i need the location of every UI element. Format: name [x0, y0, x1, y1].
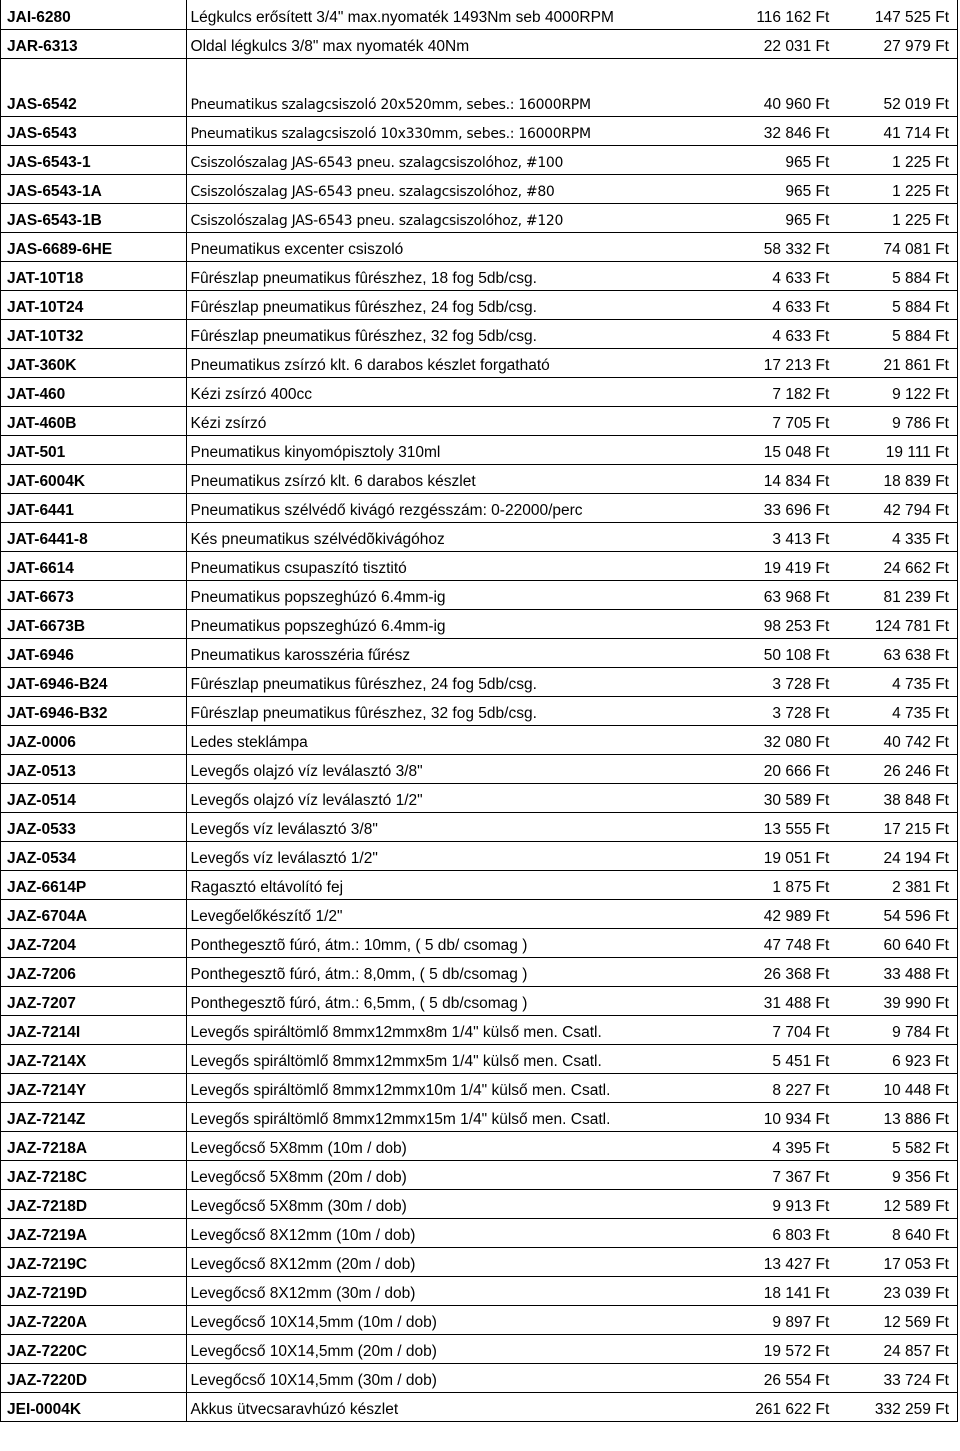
product-code-cell: JAZ-7207: [1, 986, 187, 1015]
net-price-cell: 965 Ft: [697, 145, 833, 174]
description-cell: Fûrészlap pneumatikus fûrészhez, 24 fog 5db/csg.: [186, 667, 697, 696]
description-cell: Pneumatikus popszeghúzó 6.4mm-ig: [186, 580, 697, 609]
gross-price-cell: 5 884 Ft: [833, 261, 957, 290]
table-row: [1, 1160, 958, 1189]
table-row: [1, 667, 958, 696]
product-code-cell: JAZ-6614P: [1, 870, 187, 899]
description-cell: Pneumatikus karosszéria fűrész: [186, 638, 697, 667]
product-code-cell: JAI-6280: [1, 0, 187, 29]
gross-price-cell: 74 081 Ft: [833, 232, 957, 261]
description-cell: Levegős olajzó víz leválasztó 3/8": [186, 754, 697, 783]
gross-price-cell: 17 215 Ft: [833, 812, 957, 841]
table-row: [1, 1131, 958, 1160]
table-row: [1, 696, 958, 725]
gross-price-cell: 26 246 Ft: [833, 754, 957, 783]
description-cell: Fûrészlap pneumatikus fûrészhez, 18 fog 5db/csg.: [186, 261, 697, 290]
product-code-cell: JAZ-0514: [1, 783, 187, 812]
table-row: [1, 870, 958, 899]
description-cell: Levegőcső 10X14,5mm (10m / dob): [186, 1305, 697, 1334]
product-code-cell: JAZ-7220C: [1, 1334, 187, 1363]
gross-price-cell: 5 884 Ft: [833, 319, 957, 348]
product-code-cell: JAS-6543-1A: [1, 174, 187, 203]
gross-price-cell: 6 923 Ft: [833, 1044, 957, 1073]
table-row: [1, 1189, 958, 1218]
gross-price-cell: 147 525 Ft: [833, 0, 957, 29]
product-code-cell: JAR-6313: [1, 29, 187, 58]
net-price-cell: 4 395 Ft: [697, 1131, 833, 1160]
net-price-cell: 13 427 Ft: [697, 1247, 833, 1276]
description-cell: Levegőcső 5X8mm (10m / dob): [186, 1131, 697, 1160]
gross-price-cell: 81 239 Ft: [833, 580, 957, 609]
gross-price-cell: 63 638 Ft: [833, 638, 957, 667]
price-list-rows: [1, 0, 958, 1421]
net-price-cell: 261 622 Ft: [697, 1392, 833, 1421]
product-code-cell: JAT-10T18: [1, 261, 187, 290]
table-row: [1, 145, 958, 174]
description-cell: Levegős spiráltömlő 8mmx12mmx5m 1/4" külső men. Csatl.: [186, 1044, 697, 1073]
net-price-cell: 965 Ft: [697, 203, 833, 232]
table-row: [1, 522, 958, 551]
product-code-cell: JAT-6673B: [1, 609, 187, 638]
net-price-cell: 15 048 Ft: [697, 435, 833, 464]
description-cell: Kézi zsírzó: [186, 406, 697, 435]
net-price-cell: 3 413 Ft: [697, 522, 833, 551]
table-row: [1, 1276, 958, 1305]
gross-price-cell: 1 225 Ft: [833, 203, 957, 232]
table-row: [1, 29, 958, 58]
net-price-cell: 30 589 Ft: [697, 783, 833, 812]
product-code-cell: JAZ-0534: [1, 841, 187, 870]
table-row: [1, 783, 958, 812]
gross-price-cell: 27 979 Ft: [833, 29, 957, 58]
description-cell: Csiszolószalag JAS-6543 pneu. szalagcsiszolóhoz, #100: [186, 145, 697, 174]
description-cell: Akkus ütvecsaravhúzó készlet: [186, 1392, 697, 1421]
description-cell: Levegős víz leválasztó 1/2": [186, 841, 697, 870]
description-cell: Ledes steklámpa: [186, 725, 697, 754]
gross-price-cell: 33 488 Ft: [833, 957, 957, 986]
product-code-cell: JAZ-7219D: [1, 1276, 187, 1305]
gross-price-cell: 1 225 Ft: [833, 174, 957, 203]
description-cell: Fûrészlap pneumatikus fûrészhez, 32 fog 5db/csg.: [186, 319, 697, 348]
product-code-cell: JAS-6689-6HE: [1, 232, 187, 261]
table-row: [1, 116, 958, 145]
description-cell: Ponthegesztõ fúró, átm.: 8,0mm, ( 5 db/csomag ): [186, 957, 697, 986]
description-cell: Pneumatikus popszeghúzó 6.4mm-ig: [186, 609, 697, 638]
table-row: [1, 1334, 958, 1363]
net-price-cell: 26 368 Ft: [697, 957, 833, 986]
product-code-cell: JAZ-7220A: [1, 1305, 187, 1334]
table-row: [1, 841, 958, 870]
net-price-cell: 4 633 Ft: [697, 261, 833, 290]
net-price-cell: 5 451 Ft: [697, 1044, 833, 1073]
table-row: [1, 899, 958, 928]
product-code-cell: JAT-6614: [1, 551, 187, 580]
net-price-cell: 116 162 Ft: [697, 0, 833, 29]
table-row: [1, 1102, 958, 1131]
table-row: [1, 1305, 958, 1334]
net-price-cell: 14 834 Ft: [697, 464, 833, 493]
gross-price-cell: 52 019 Ft: [833, 58, 957, 116]
gross-price-cell: 42 794 Ft: [833, 493, 957, 522]
gross-price-cell: 17 053 Ft: [833, 1247, 957, 1276]
gross-price-cell: 54 596 Ft: [833, 899, 957, 928]
table-row: [1, 435, 958, 464]
gross-price-cell: 12 589 Ft: [833, 1189, 957, 1218]
table-row: [1, 1247, 958, 1276]
description-cell: Levegőcső 8X12mm (10m / dob): [186, 1218, 697, 1247]
gross-price-cell: 10 448 Ft: [833, 1073, 957, 1102]
table-row: [1, 1218, 958, 1247]
table-row: [1, 580, 958, 609]
description-cell: Csiszolószalag JAS-6543 pneu. szalagcsiszolóhoz, #80: [186, 174, 697, 203]
table-row: [1, 58, 958, 116]
gross-price-cell: 23 039 Ft: [833, 1276, 957, 1305]
description-cell: Ponthegesztõ fúró, átm.: 10mm, ( 5 db/ csomag ): [186, 928, 697, 957]
product-code-cell: JAT-10T32: [1, 319, 187, 348]
table-row: [1, 754, 958, 783]
product-code-cell: JAZ-7219C: [1, 1247, 187, 1276]
gross-price-cell: 1 225 Ft: [833, 145, 957, 174]
net-price-cell: 18 141 Ft: [697, 1276, 833, 1305]
net-price-cell: 17 213 Ft: [697, 348, 833, 377]
table-row: [1, 638, 958, 667]
net-price-cell: 965 Ft: [697, 174, 833, 203]
product-code-cell: JAT-10T24: [1, 290, 187, 319]
gross-price-cell: 33 724 Ft: [833, 1363, 957, 1392]
net-price-cell: 6 803 Ft: [697, 1218, 833, 1247]
gross-price-cell: 12 569 Ft: [833, 1305, 957, 1334]
product-code-cell: JAT-6946-B32: [1, 696, 187, 725]
description-cell: Pneumatikus szalagcsiszoló 20x520mm, sebes.: 16000RPM: [186, 58, 697, 116]
description-cell: Pneumatikus szélvédő kivágó rezgésszám: 0-22000/perc: [186, 493, 697, 522]
net-price-cell: 40 960 Ft: [697, 58, 833, 116]
table-row: [1, 377, 958, 406]
table-row: [1, 174, 958, 203]
description-cell: Levegős víz leválasztó 3/8": [186, 812, 697, 841]
gross-price-cell: 13 886 Ft: [833, 1102, 957, 1131]
description-cell: Levegőcső 5X8mm (20m / dob): [186, 1160, 697, 1189]
gross-price-cell: 24 662 Ft: [833, 551, 957, 580]
net-price-cell: 20 666 Ft: [697, 754, 833, 783]
product-code-cell: JAZ-7206: [1, 957, 187, 986]
net-price-cell: 33 696 Ft: [697, 493, 833, 522]
gross-price-cell: 332 259 Ft: [833, 1392, 957, 1421]
description-cell: Kézi zsírzó 400cc: [186, 377, 697, 406]
product-code-cell: JAT-460: [1, 377, 187, 406]
net-price-cell: 50 108 Ft: [697, 638, 833, 667]
product-code-cell: JAT-460B: [1, 406, 187, 435]
product-code-cell: JAT-6441: [1, 493, 187, 522]
gross-price-cell: 5 582 Ft: [833, 1131, 957, 1160]
table-row: [1, 1363, 958, 1392]
description-cell: Fûrészlap pneumatikus fûrészhez, 32 fog 5db/csg.: [186, 696, 697, 725]
table-row: [1, 812, 958, 841]
gross-price-cell: 4 735 Ft: [833, 696, 957, 725]
table-row: [1, 232, 958, 261]
net-price-cell: 7 705 Ft: [697, 406, 833, 435]
net-price-cell: 3 728 Ft: [697, 667, 833, 696]
gross-price-cell: 9 784 Ft: [833, 1015, 957, 1044]
net-price-cell: 7 704 Ft: [697, 1015, 833, 1044]
product-code-cell: JAZ-7214I: [1, 1015, 187, 1044]
net-price-cell: 26 554 Ft: [697, 1363, 833, 1392]
product-code-cell: JAZ-0513: [1, 754, 187, 783]
net-price-cell: 19 051 Ft: [697, 841, 833, 870]
net-price-cell: 42 989 Ft: [697, 899, 833, 928]
gross-price-cell: 18 839 Ft: [833, 464, 957, 493]
description-cell: Pneumatikus zsírzó klt. 6 darabos készlet: [186, 464, 697, 493]
gross-price-cell: 24 194 Ft: [833, 841, 957, 870]
description-cell: Fûrészlap pneumatikus fûrészhez, 24 fog 5db/csg.: [186, 290, 697, 319]
product-code-cell: JAZ-7218C: [1, 1160, 187, 1189]
table-row: [1, 1015, 958, 1044]
description-cell: Ragasztó eltávolító fej: [186, 870, 697, 899]
product-code-cell: JAZ-7219A: [1, 1218, 187, 1247]
description-cell: Pneumatikus szalagcsiszoló 10x330mm, sebes.: 16000RPM: [186, 116, 697, 145]
description-cell: Levegőelőkészítő 1/2": [186, 899, 697, 928]
gross-price-cell: 4 335 Ft: [833, 522, 957, 551]
gross-price-cell: 41 714 Ft: [833, 116, 957, 145]
description-cell: Levegős spiráltömlő 8mmx12mmx8m 1/4" külső men. Csatl.: [186, 1015, 697, 1044]
description-cell: Levegős spiráltömlő 8mmx12mmx10m 1/4" külső men. Csatl.: [186, 1073, 697, 1102]
gross-price-cell: 124 781 Ft: [833, 609, 957, 638]
net-price-cell: 3 728 Ft: [697, 696, 833, 725]
net-price-cell: 4 633 Ft: [697, 319, 833, 348]
product-code-cell: JAZ-7214Y: [1, 1073, 187, 1102]
net-price-cell: 1 875 Ft: [697, 870, 833, 899]
description-cell: Ponthegesztõ fúró, átm.: 6,5mm, ( 5 db/csomag ): [186, 986, 697, 1015]
gross-price-cell: 39 990 Ft: [833, 986, 957, 1015]
table-row: [1, 290, 958, 319]
description-cell: Levegőcső 10X14,5mm (30m / dob): [186, 1363, 697, 1392]
net-price-cell: 10 934 Ft: [697, 1102, 833, 1131]
product-code-cell: JAT-6946-B24: [1, 667, 187, 696]
description-cell: Pneumatikus csupaszító tisztitó: [186, 551, 697, 580]
table-row: [1, 1044, 958, 1073]
description-cell: Levegőcső 8X12mm (30m / dob): [186, 1276, 697, 1305]
table-row: [1, 1073, 958, 1102]
net-price-cell: 32 846 Ft: [697, 116, 833, 145]
gross-price-cell: 8 640 Ft: [833, 1218, 957, 1247]
table-row: [1, 986, 958, 1015]
product-code-cell: JAT-6004K: [1, 464, 187, 493]
net-price-cell: 31 488 Ft: [697, 986, 833, 1015]
product-code-cell: JAS-6543: [1, 116, 187, 145]
net-price-cell: 4 633 Ft: [697, 290, 833, 319]
gross-price-cell: 9 122 Ft: [833, 377, 957, 406]
net-price-cell: 19 419 Ft: [697, 551, 833, 580]
net-price-cell: 98 253 Ft: [697, 609, 833, 638]
net-price-cell: 9 897 Ft: [697, 1305, 833, 1334]
description-cell: Levegős spiráltömlő 8mmx12mmx15m 1/4" külső men. Csatl.: [186, 1102, 697, 1131]
gross-price-cell: 5 884 Ft: [833, 290, 957, 319]
gross-price-cell: 2 381 Ft: [833, 870, 957, 899]
gross-price-cell: 9 786 Ft: [833, 406, 957, 435]
product-code-cell: JAS-6542: [1, 58, 187, 116]
net-price-cell: 19 572 Ft: [697, 1334, 833, 1363]
description-cell: Kés pneumatikus szélvédõkivágóhoz: [186, 522, 697, 551]
product-code-cell: JEI-0004K: [1, 1392, 187, 1421]
description-cell: Pneumatikus kinyomópisztoly 310ml: [186, 435, 697, 464]
description-cell: Oldal légkulcs 3/8" max nyomaték 40Nm: [186, 29, 697, 58]
description-cell: Levegős olajzó víz leválasztó 1/2": [186, 783, 697, 812]
description-cell: Pneumatikus zsírzó klt. 6 darabos készlet forgatható: [186, 348, 697, 377]
product-code-cell: JAZ-7214Z: [1, 1102, 187, 1131]
table-row: [1, 348, 958, 377]
product-code-cell: JAZ-0533: [1, 812, 187, 841]
net-price-cell: 8 227 Ft: [697, 1073, 833, 1102]
table-row: [1, 1392, 958, 1421]
gross-price-cell: 19 111 Ft: [833, 435, 957, 464]
description-cell: Levegőcső 8X12mm (20m / dob): [186, 1247, 697, 1276]
table-row: [1, 493, 958, 522]
table-row: [1, 261, 958, 290]
net-price-cell: 22 031 Ft: [697, 29, 833, 58]
net-price-cell: 32 080 Ft: [697, 725, 833, 754]
table-row: [1, 0, 958, 29]
product-code-cell: JAS-6543-1B: [1, 203, 187, 232]
table-row: [1, 957, 958, 986]
net-price-cell: 47 748 Ft: [697, 928, 833, 957]
description-cell: Levegőcső 10X14,5mm (20m / dob): [186, 1334, 697, 1363]
product-code-cell: JAZ-7204: [1, 928, 187, 957]
gross-price-cell: 21 861 Ft: [833, 348, 957, 377]
table-row: [1, 203, 958, 232]
product-code-cell: JAT-6673: [1, 580, 187, 609]
gross-price-cell: 60 640 Ft: [833, 928, 957, 957]
product-code-cell: JAZ-7214X: [1, 1044, 187, 1073]
table-row: [1, 406, 958, 435]
product-code-cell: JAT-501: [1, 435, 187, 464]
net-price-cell: 9 913 Ft: [697, 1189, 833, 1218]
gross-price-cell: 38 848 Ft: [833, 783, 957, 812]
description-cell: Csiszolószalag JAS-6543 pneu. szalagcsiszolóhoz, #120: [186, 203, 697, 232]
table-row: [1, 725, 958, 754]
gross-price-cell: 9 356 Ft: [833, 1160, 957, 1189]
product-code-cell: JAT-6441-8: [1, 522, 187, 551]
product-code-cell: JAS-6543-1: [1, 145, 187, 174]
gross-price-cell: 40 742 Ft: [833, 725, 957, 754]
net-price-cell: 63 968 Ft: [697, 580, 833, 609]
table-row: [1, 319, 958, 348]
description-cell: Levegőcső 5X8mm (30m / dob): [186, 1189, 697, 1218]
product-code-cell: JAZ-7220D: [1, 1363, 187, 1392]
table-row: [1, 609, 958, 638]
net-price-cell: 7 367 Ft: [697, 1160, 833, 1189]
table-row: [1, 928, 958, 957]
table-row: [1, 464, 958, 493]
product-code-cell: JAZ-7218D: [1, 1189, 187, 1218]
product-code-cell: JAT-6946: [1, 638, 187, 667]
net-price-cell: 13 555 Ft: [697, 812, 833, 841]
product-code-cell: JAZ-6704A: [1, 899, 187, 928]
description-cell: Pneumatikus excenter csiszoló: [186, 232, 697, 261]
gross-price-cell: 24 857 Ft: [833, 1334, 957, 1363]
product-code-cell: JAT-360K: [1, 348, 187, 377]
net-price-cell: 58 332 Ft: [697, 232, 833, 261]
product-code-cell: JAZ-7218A: [1, 1131, 187, 1160]
description-cell: Légkulcs erősített 3/4" max.nyomaték 1493Nm seb 4000RPM: [186, 0, 697, 29]
gross-price-cell: 4 735 Ft: [833, 667, 957, 696]
table-row: [1, 551, 958, 580]
net-price-cell: 7 182 Ft: [697, 377, 833, 406]
product-code-cell: JAZ-0006: [1, 725, 187, 754]
